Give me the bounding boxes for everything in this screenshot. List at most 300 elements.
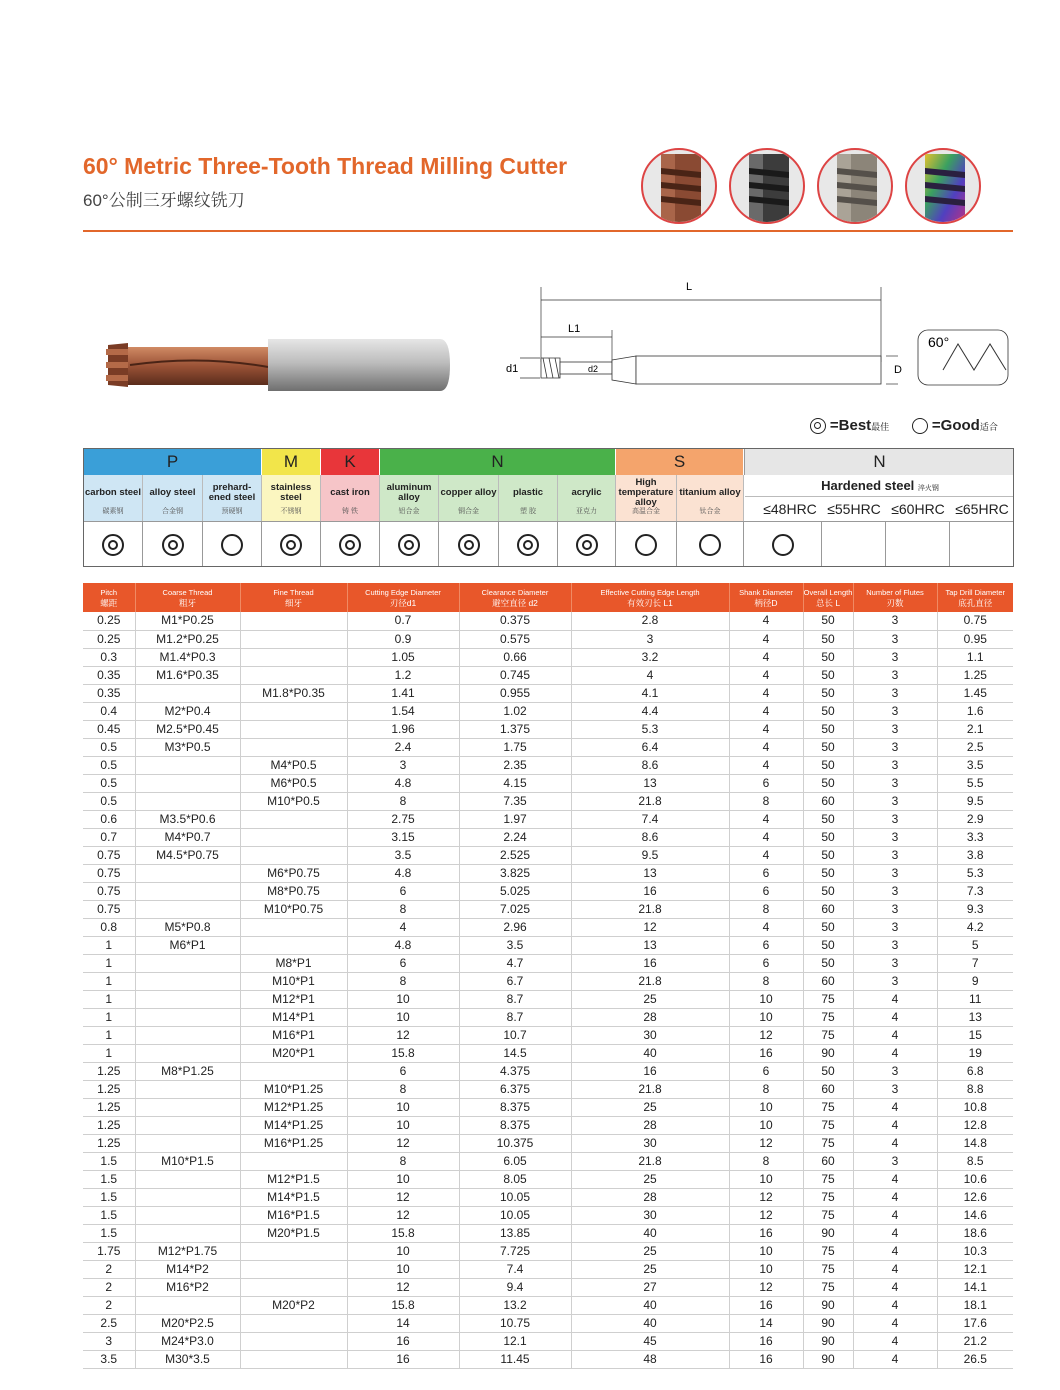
table-cell: 3.5	[83, 1350, 135, 1368]
table-cell: 3	[347, 756, 459, 774]
table-cell: 1.5	[83, 1206, 135, 1224]
table-cell: M2*P0.4	[135, 702, 240, 720]
material-grid	[83, 448, 1014, 567]
table-cell: 3	[83, 1332, 135, 1350]
rating-cast-iron	[321, 521, 380, 567]
column-header	[459, 583, 571, 612]
table-cell: 75	[803, 1206, 853, 1224]
column-header-en: Number of Flutes	[866, 587, 924, 597]
table-cell: M4.5*P0.75	[135, 846, 240, 864]
table-cell: 50	[803, 720, 853, 738]
table-cell: 3.2	[571, 648, 729, 666]
table-cell	[135, 1044, 240, 1062]
table-cell: 18.1	[937, 1296, 1013, 1314]
table-cell: 21.8	[571, 1152, 729, 1170]
table-cell: 1.25	[83, 1116, 135, 1134]
legend-best-cn: 最佳	[871, 422, 890, 432]
table-cell: 10.3	[937, 1242, 1013, 1260]
table-cell: 4	[853, 1116, 937, 1134]
table-cell: 4	[853, 1134, 937, 1152]
table-cell: 0.25	[83, 630, 135, 648]
table-cell: 6	[729, 864, 803, 882]
table-cell: 12.8	[937, 1116, 1013, 1134]
table-cell: 12	[347, 1026, 459, 1044]
table-cell: 8.375	[459, 1098, 571, 1116]
table-cell: 8.6	[571, 756, 729, 774]
spec-header-row	[83, 583, 1013, 612]
table-cell	[135, 972, 240, 990]
table-row	[83, 792, 1013, 810]
table-cell: 9.5	[571, 846, 729, 864]
table-cell: 1.5	[83, 1188, 135, 1206]
material-group-m: M	[262, 449, 321, 475]
rating-stainless-steel	[262, 521, 321, 567]
table-row	[83, 1116, 1013, 1134]
column-header-en: Coarse Thread	[162, 587, 213, 597]
table-cell: 1.25	[937, 666, 1013, 684]
table-cell: 25	[571, 1260, 729, 1278]
material-acrylic: acrylic 亚克力	[558, 475, 616, 521]
table-cell: 60	[803, 972, 853, 990]
table-row	[83, 954, 1013, 972]
table-cell: 4	[853, 1206, 937, 1224]
best-symbol-icon	[517, 534, 539, 556]
table-cell: 4	[853, 1332, 937, 1350]
column-header	[347, 583, 459, 612]
table-row	[83, 648, 1013, 666]
table-cell: 3	[853, 936, 937, 954]
table-cell: 60	[803, 1152, 853, 1170]
table-cell: 75	[803, 1026, 853, 1044]
table-row	[83, 1296, 1013, 1314]
table-cell: 12	[729, 1026, 803, 1044]
column-header-en: Fine Thread	[273, 587, 314, 597]
table-cell: 4.8	[347, 774, 459, 792]
table-row	[83, 1044, 1013, 1062]
table-cell: 50	[803, 756, 853, 774]
spec-table	[83, 583, 1013, 1369]
table-cell: 21.2	[937, 1332, 1013, 1350]
coating-thumbnail-grey	[817, 148, 893, 224]
table-cell: 30	[571, 1026, 729, 1044]
page-title: 60° Metric Three-Tooth Thread Milling Cutter	[83, 153, 568, 179]
table-cell: 0.5	[83, 792, 135, 810]
table-cell: 6	[347, 1062, 459, 1080]
table-cell: 6.05	[459, 1152, 571, 1170]
table-cell	[240, 1314, 347, 1332]
table-cell: 12.1	[937, 1260, 1013, 1278]
table-cell: 0.9	[347, 630, 459, 648]
table-cell: 5.5	[937, 774, 1013, 792]
table-cell: 8	[729, 1080, 803, 1098]
table-cell: M4*P0.7	[135, 828, 240, 846]
table-cell: M30*3.5	[135, 1350, 240, 1368]
table-cell: M16*P1.5	[240, 1206, 347, 1224]
column-header	[240, 583, 347, 612]
table-cell: 6	[729, 936, 803, 954]
table-cell: 3	[571, 630, 729, 648]
table-cell: 1.25	[83, 1062, 135, 1080]
material-aluminum-alloy: aluminum alloy 铝合金	[380, 475, 439, 521]
table-cell: 4	[729, 846, 803, 864]
rating-prehardened-steel	[203, 521, 262, 567]
rating-alloy-steel	[143, 521, 203, 567]
table-cell	[240, 702, 347, 720]
table-row	[83, 666, 1013, 684]
table-cell: M14*P2	[135, 1260, 240, 1278]
table-cell: 0.5	[83, 738, 135, 756]
table-cell: 0.575	[459, 630, 571, 648]
table-cell: 14	[347, 1314, 459, 1332]
table-cell	[240, 1152, 347, 1170]
table-cell: 50	[803, 810, 853, 828]
column-header-en: Shank Diameter	[739, 587, 793, 597]
table-cell: 28	[571, 1008, 729, 1026]
table-cell: 90	[803, 1332, 853, 1350]
table-cell: 60	[803, 1080, 853, 1098]
table-cell: 3.8	[937, 846, 1013, 864]
table-cell: 13.85	[459, 1224, 571, 1242]
best-symbol-icon	[398, 534, 420, 556]
material-prehardened-steel: prehard-ened steel 预硬钢	[203, 475, 262, 521]
table-cell: 48	[571, 1350, 729, 1368]
table-cell: 10.6	[937, 1170, 1013, 1188]
table-cell: 1.5	[83, 1152, 135, 1170]
table-cell: 15	[937, 1026, 1013, 1044]
tool-photo	[100, 335, 460, 395]
table-row	[83, 810, 1013, 828]
table-cell: 5.025	[459, 882, 571, 900]
table-cell: 10	[729, 1260, 803, 1278]
table-row	[83, 918, 1013, 936]
table-row	[83, 1242, 1013, 1260]
table-cell: 6	[729, 1062, 803, 1080]
table-row	[83, 1026, 1013, 1044]
column-header	[135, 583, 240, 612]
table-cell: 13	[571, 774, 729, 792]
table-cell: 6.8	[937, 1062, 1013, 1080]
table-cell: 30	[571, 1134, 729, 1152]
table-cell: 1.5	[83, 1170, 135, 1188]
table-cell: 6.375	[459, 1080, 571, 1098]
coating-thumbnail-black	[729, 148, 805, 224]
dim-L-label: L	[686, 281, 693, 293]
column-header-cn: 底孔直径	[958, 597, 993, 608]
table-cell: 8	[729, 972, 803, 990]
table-cell: 1	[83, 972, 135, 990]
table-cell: 2.1	[937, 720, 1013, 738]
table-cell: 0.75	[83, 900, 135, 918]
column-header-cn: 刃径d1	[389, 597, 417, 608]
table-row	[83, 1008, 1013, 1026]
table-cell: M8*P1.25	[135, 1062, 240, 1080]
table-cell: 1	[83, 1026, 135, 1044]
table-cell: 16	[571, 882, 729, 900]
table-cell	[240, 1332, 347, 1350]
table-cell: 3	[853, 972, 937, 990]
table-cell	[240, 720, 347, 738]
table-cell: M8*P0.75	[240, 882, 347, 900]
table-cell: 4	[729, 738, 803, 756]
table-cell: 3	[853, 738, 937, 756]
table-cell: 4.375	[459, 1062, 571, 1080]
table-cell: 50	[803, 612, 853, 630]
table-cell	[240, 648, 347, 666]
table-cell: 4	[853, 1242, 937, 1260]
table-cell: 4	[729, 918, 803, 936]
table-cell: 1.05	[347, 648, 459, 666]
table-cell	[240, 1278, 347, 1296]
table-cell: 2.5	[83, 1314, 135, 1332]
table-cell: 50	[803, 684, 853, 702]
column-header-en: Pitch	[100, 587, 118, 597]
good-symbol-icon	[772, 534, 794, 556]
table-cell: 13	[571, 864, 729, 882]
legend-good-label: =Good	[931, 417, 980, 434]
table-cell: 7.025	[459, 900, 571, 918]
table-cell: 10	[347, 1098, 459, 1116]
table-cell: M14*P1.5	[240, 1188, 347, 1206]
table-cell: 90	[803, 1224, 853, 1242]
table-cell: 1.1	[937, 648, 1013, 666]
material-copper-alloy: copper alloy 铜合金	[439, 475, 499, 521]
table-cell: 4.4	[571, 702, 729, 720]
table-cell	[135, 1170, 240, 1188]
table-cell: 50	[803, 864, 853, 882]
table-cell	[240, 1062, 347, 1080]
table-cell: 8	[347, 792, 459, 810]
table-cell: 4	[729, 648, 803, 666]
table-cell: 12	[571, 918, 729, 936]
table-cell: 1.6	[937, 702, 1013, 720]
table-cell	[240, 810, 347, 828]
table-cell: M10*P1	[240, 972, 347, 990]
table-cell: 2.8	[571, 612, 729, 630]
table-row	[83, 1332, 1013, 1350]
table-cell: 4.8	[347, 936, 459, 954]
table-row	[83, 972, 1013, 990]
table-cell: 17.6	[937, 1314, 1013, 1332]
table-cell: 2	[83, 1296, 135, 1314]
table-cell: 75	[803, 1278, 853, 1296]
good-symbol-icon	[699, 534, 721, 556]
table-cell: 1.45	[937, 684, 1013, 702]
table-cell: 7.4	[571, 810, 729, 828]
table-cell	[135, 684, 240, 702]
table-row	[83, 1224, 1013, 1242]
table-cell: 4	[729, 810, 803, 828]
table-cell: 40	[571, 1314, 729, 1332]
table-cell	[135, 1098, 240, 1116]
table-cell: 0.5	[83, 756, 135, 774]
table-cell: 2.9	[937, 810, 1013, 828]
table-row	[83, 756, 1013, 774]
table-cell: 50	[803, 702, 853, 720]
table-cell: 10	[347, 1008, 459, 1026]
table-cell: 1.25	[83, 1080, 135, 1098]
table-cell: 2	[83, 1278, 135, 1296]
table-cell: 10	[347, 1260, 459, 1278]
table-cell: 4	[729, 828, 803, 846]
table-cell: 14.8	[937, 1134, 1013, 1152]
table-cell: 2.24	[459, 828, 571, 846]
table-cell: 10	[347, 990, 459, 1008]
table-cell: 9.4	[459, 1278, 571, 1296]
table-cell: 7.725	[459, 1242, 571, 1260]
table-cell: 12	[729, 1134, 803, 1152]
table-cell	[135, 1080, 240, 1098]
table-cell: 0.75	[83, 846, 135, 864]
table-cell	[240, 846, 347, 864]
table-cell: M16*P1.25	[240, 1134, 347, 1152]
table-cell	[135, 774, 240, 792]
table-cell: 10	[729, 1008, 803, 1026]
table-row	[83, 1278, 1013, 1296]
table-cell: 3	[853, 864, 937, 882]
column-header	[853, 583, 937, 612]
column-header-en: Effective Cutting Edge Length	[600, 587, 700, 597]
table-cell: 21.8	[571, 1080, 729, 1098]
table-row	[83, 1314, 1013, 1332]
spec-body	[83, 612, 1013, 1368]
table-cell	[135, 1026, 240, 1044]
table-cell: 4	[853, 1026, 937, 1044]
table-cell: 8.7	[459, 990, 571, 1008]
table-row	[83, 1170, 1013, 1188]
table-cell: 4	[853, 1224, 937, 1242]
table-cell: 1	[83, 936, 135, 954]
table-cell: 3	[853, 684, 937, 702]
table-cell: 75	[803, 1260, 853, 1278]
table-cell	[240, 1350, 347, 1368]
table-cell: 2.35	[459, 756, 571, 774]
table-cell: M12*P1.25	[240, 1098, 347, 1116]
table-cell: 3	[853, 900, 937, 918]
best-symbol-icon	[576, 534, 598, 556]
table-cell: 16	[729, 1350, 803, 1368]
table-cell: 75	[803, 1098, 853, 1116]
table-cell: 40	[571, 1044, 729, 1062]
table-cell: 3	[853, 666, 937, 684]
table-cell: M10*P1.25	[240, 1080, 347, 1098]
best-symbol-icon	[102, 534, 124, 556]
table-cell: 0.75	[83, 882, 135, 900]
table-row	[83, 990, 1013, 1008]
table-cell: 60	[803, 792, 853, 810]
rating-copper-alloy	[439, 521, 499, 567]
table-cell: 21.8	[571, 972, 729, 990]
column-header-en: Cutting Edge Diameter	[365, 587, 441, 597]
table-cell: 10	[729, 1116, 803, 1134]
table-row	[83, 1134, 1013, 1152]
table-cell: 3.825	[459, 864, 571, 882]
table-cell: 1.25	[83, 1134, 135, 1152]
table-cell: 16	[729, 1332, 803, 1350]
table-cell: 4	[729, 684, 803, 702]
table-row	[83, 720, 1013, 738]
column-header-cn: 柄径D	[754, 597, 778, 608]
hardness-55: ≤55HRC	[827, 501, 881, 517]
hardness-48: ≤48HRC	[763, 501, 817, 517]
table-cell: 90	[803, 1296, 853, 1314]
table-cell	[135, 882, 240, 900]
table-cell: 7.4	[459, 1260, 571, 1278]
table-cell: 11.45	[459, 1350, 571, 1368]
material-group-k: K	[321, 449, 380, 475]
table-cell: M3*P0.5	[135, 738, 240, 756]
rating-hardness-65	[950, 521, 1014, 567]
table-cell: 1.25	[83, 1098, 135, 1116]
rating-aluminum-alloy	[380, 521, 439, 567]
rating-hardness-48	[744, 521, 822, 567]
material-carbon-steel: carbon steel 碳素钢	[84, 475, 143, 521]
table-cell: 8.8	[937, 1080, 1013, 1098]
table-row	[83, 1260, 1013, 1278]
table-cell: 10.05	[459, 1188, 571, 1206]
table-cell: 50	[803, 846, 853, 864]
dim-d1-label: d1	[506, 363, 519, 375]
table-cell: 75	[803, 1008, 853, 1026]
table-cell: 0.66	[459, 648, 571, 666]
table-cell	[135, 1206, 240, 1224]
table-cell: 12.1	[459, 1332, 571, 1350]
table-cell: 0.45	[83, 720, 135, 738]
table-cell: 0.745	[459, 666, 571, 684]
table-cell: M6*P0.75	[240, 864, 347, 882]
legend-good	[912, 417, 998, 434]
table-cell: 4	[853, 1350, 937, 1368]
table-cell: 1.02	[459, 702, 571, 720]
technical-drawing	[500, 270, 1020, 420]
table-row	[83, 1188, 1013, 1206]
table-cell: 4.2	[937, 918, 1013, 936]
table-cell: 8.375	[459, 1116, 571, 1134]
column-header-cn: 刃数	[886, 597, 904, 608]
table-row	[83, 738, 1013, 756]
table-cell: M5*P0.8	[135, 918, 240, 936]
table-cell: 4.15	[459, 774, 571, 792]
table-row	[83, 1152, 1013, 1170]
table-cell: 3.5	[937, 756, 1013, 774]
table-cell: 14.6	[937, 1206, 1013, 1224]
page-subtitle-cn: 60°公制三牙螺纹铣刀	[83, 191, 245, 210]
table-cell: 1.96	[347, 720, 459, 738]
table-cell: 1	[83, 1008, 135, 1026]
table-cell: 6.7	[459, 972, 571, 990]
material-plastic: plastic 塑 胶	[499, 475, 558, 521]
table-cell: M1*P0.25	[135, 612, 240, 630]
table-cell	[135, 1116, 240, 1134]
table-cell: 4.1	[571, 684, 729, 702]
table-cell: 50	[803, 954, 853, 972]
table-row	[83, 1062, 1013, 1080]
table-cell: 10.8	[937, 1098, 1013, 1116]
table-cell: 4	[853, 1314, 937, 1332]
table-cell: 0.35	[83, 684, 135, 702]
table-cell	[135, 990, 240, 1008]
column-header-cn: 有效刃长 L1	[627, 597, 673, 608]
table-cell: 1.41	[347, 684, 459, 702]
table-cell	[240, 1260, 347, 1278]
table-cell: 25	[571, 1242, 729, 1260]
table-row	[83, 612, 1013, 630]
table-cell: 8	[347, 1152, 459, 1170]
table-cell: M10*P0.75	[240, 900, 347, 918]
table-cell: 12	[347, 1188, 459, 1206]
table-cell: M6*P1	[135, 936, 240, 954]
table-cell: 0.25	[83, 612, 135, 630]
table-cell: 5	[937, 936, 1013, 954]
